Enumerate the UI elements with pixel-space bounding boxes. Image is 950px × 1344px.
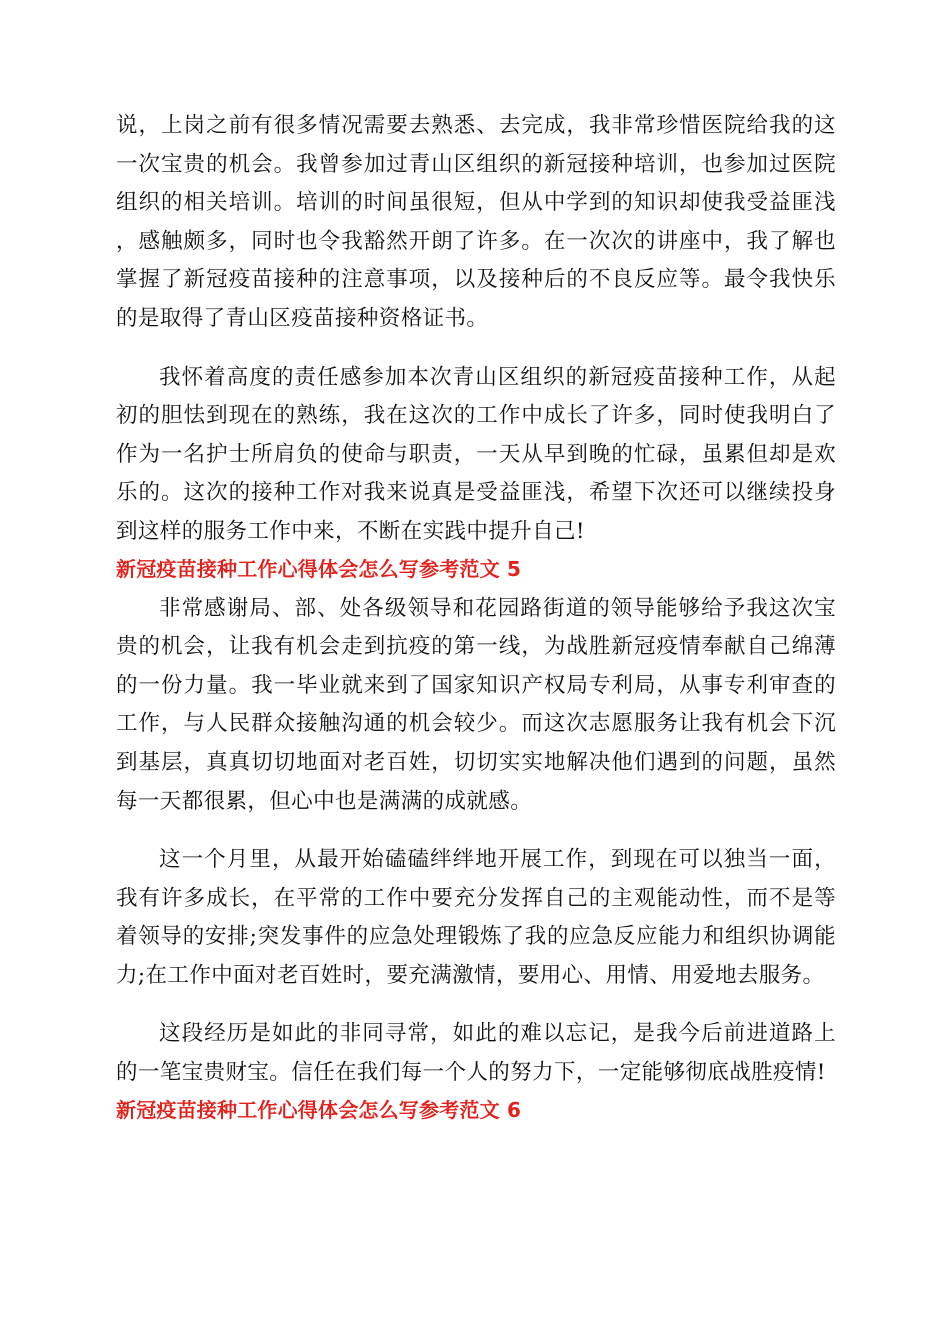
- paragraph-experience: 这段经历是如此的非同寻常，如此的难以忘记，是我今后前进道路上的一笔宝贵财宝。信任在我们每一个人的努力下，一定能够彻底战胜疫情!: [116, 1021, 836, 1086]
- paragraph-growth: 这一个月里，从最开始磕磕绊绊地开展工作，到现在可以独当一面，我有许多成长，在平常的工作中要充分发挥自己的主观能动性，而不是等着领导的安排;突发事件的应急处理锻炼了我的应急反应能力和组织协调能力;在工作中面对老百姓时，要充满激情，要用心、用情、用爱地去服务。: [116, 847, 836, 988]
- paragraph-vaccination-work: 我怀着高度的责任感参加本次青山区组织的新冠疫苗接种工作，从起初的胆怯到现在的熟练，我在这次的工作中成长了许多，同时使我明白了作为一名护士所肩负的使命与职责，一天从早到晚的忙碌，虽累但却是欢乐的。这次的接种工作对我来说真是受益匪浅，希望下次还可以继续投身到这样的服务工作中来，不断在实践中提升自己!: [116, 364, 836, 544]
- section-heading-6: 新冠疫苗接种工作心得体会怎么写参考范文 6: [116, 1097, 522, 1122]
- section-heading-5: 新冠疫苗接种工作心得体会怎么写参考范文 5: [116, 556, 522, 581]
- paragraph-continued: 说，上岗之前有很多情况需要去熟悉、去完成，我非常珍惜医院给我的这一次宝贵的机会。我曾参加过青山区组织的新冠接种培训，也参加过医院组织的相关培训。培训的时间虽很短，但从中学到的知识却使我受益匪浅，感触颇多，同时也令我豁然开朗了许多。在一次次的讲座中，我了解也掌握了新冠疫苗接种的注意事项，以及接种后的不良反应等。最令我快乐的是取得了青山区疫苗接种资格证书。: [116, 113, 836, 331]
- paragraph-thanks: 非常感谢局、部、处各级领导和花园路街道的领导能够给予我这次宝贵的机会，让我有机会走到抗疫的第一线，为战胜新冠疫情奉献自己绵薄的一份力量。我一毕业就来到了国家知识产权局专利局，从事专利审查的工作，与人民群众接触沟通的机会较少。而这次志愿服务让我有机会下沉到基层，真真切切地面对老百姓，切切实实地解决他们遇到的问题，虽然每一天都很累，但心中也是满满的成就感。: [116, 595, 836, 814]
